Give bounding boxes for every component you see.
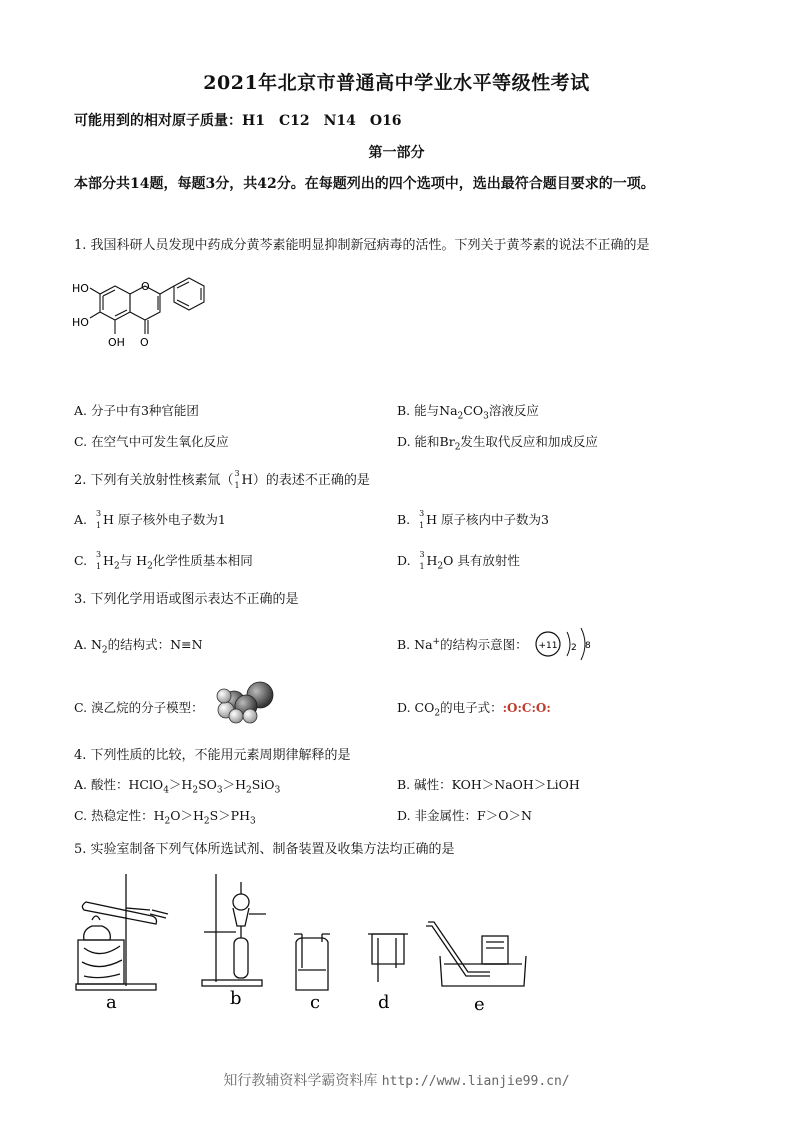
- atomic-mass-line: 可能用到的相对原子质量：H1 C12 N14 O16: [74, 113, 402, 129]
- co2-electron-formula: :O:C:O:: [502, 701, 551, 715]
- q4-option-d: D. 非金属性：F＞O＞N: [397, 808, 532, 823]
- shell-1-count: 2: [571, 643, 577, 653]
- q4-option-b: B. 碱性：KOH＞NaOH＞LiOH: [397, 777, 580, 792]
- label-a: a: [106, 992, 117, 1013]
- q1-option-b: B. 能与$Na_2CO_3$溶液反应: [397, 403, 539, 422]
- q3-option-a: A. $N_2$的结构式：N≡N: [74, 637, 203, 656]
- q1-option-d: D. 能和$Br_2$发生取代反应和加成反应: [397, 434, 598, 453]
- ho-label-1: HO: [72, 282, 89, 295]
- carbonyl-o-label: O: [140, 336, 149, 349]
- q3-option-d: D. $CO_2$的电子式：:O:C:O:: [397, 700, 551, 719]
- q2-option-b: B. 3 1 H 原子核内中子数为3: [397, 508, 549, 530]
- footer-watermark: 知行教辅资料学霸资料库 http://www.lianjie99.cn/: [223, 1073, 570, 1089]
- q3-option-c: C. 溴乙烷的分子模型：: [74, 700, 204, 715]
- nucleus-charge: +11: [538, 641, 558, 651]
- apparatus-diagram: [70, 868, 540, 1016]
- q1-option-c: C. 在空气中可发生氧化反应: [74, 434, 229, 449]
- instructions: 本部分共14题，每题3分，共42分。在每题列出的四个选项中，选出最符合题目要求的一项。: [74, 176, 655, 192]
- q2-option-a: A. 3 1 H 原子核外电子数为1: [74, 508, 226, 530]
- part-title: 第一部分: [368, 145, 425, 161]
- footer-link[interactable]: http://www.lianjie99.cn/: [381, 1074, 570, 1089]
- q5-stem: 5. 实验室制备下列气体所选试剂、制备装置及收集方法均正确的是: [74, 842, 455, 857]
- label-b: b: [230, 988, 242, 1009]
- shell-2-count: 8: [585, 641, 591, 651]
- q4-option-c: C. 热稳定性：$H_2O>H_2S>PH_3$: [74, 808, 256, 827]
- ho-label-2: HO: [72, 316, 89, 329]
- q4-option-a: A. 酸性：$HClO_4>H_2SO_3>H_2SiO_3$: [74, 777, 281, 796]
- ring-o-label: O: [141, 280, 150, 293]
- q2-stem: 2. 下列有关放射性核素氚（ 3 1 H）的表述不正确的是: [74, 468, 370, 490]
- label-e: e: [474, 994, 485, 1015]
- q3-option-b: B. Na+的结构示意图：: [397, 636, 528, 652]
- label-c: c: [310, 992, 321, 1013]
- page-title: 2021年北京市普通高中学业水平等级性考试: [203, 72, 590, 94]
- oh-label: OH: [108, 336, 125, 349]
- bromoethane-model: [216, 680, 276, 724]
- baicalein-structure: [70, 272, 220, 354]
- q1-stem: 1. 我国科研人员发现中药成分黄芩素能明显抑制新冠病毒的活性。下列关于黄芩素的说法不正确的是: [74, 238, 650, 253]
- q3-stem: 3. 下列化学用语或图示表达不正确的是: [74, 592, 299, 607]
- q4-stem: 4. 下列性质的比较，不能用元素周期律解释的是: [74, 748, 351, 763]
- q2-option-d: D. 3 1 $H_2O$ 具有放射性: [397, 549, 520, 572]
- sodium-ion-diagram: [533, 624, 603, 664]
- q2-option-c: C. 3 1 $H_2$与 $H_2$化学性质基本相同: [74, 549, 253, 572]
- q1-option-a: A. 分子中有3种官能团: [74, 403, 199, 418]
- label-d: d: [378, 992, 390, 1013]
